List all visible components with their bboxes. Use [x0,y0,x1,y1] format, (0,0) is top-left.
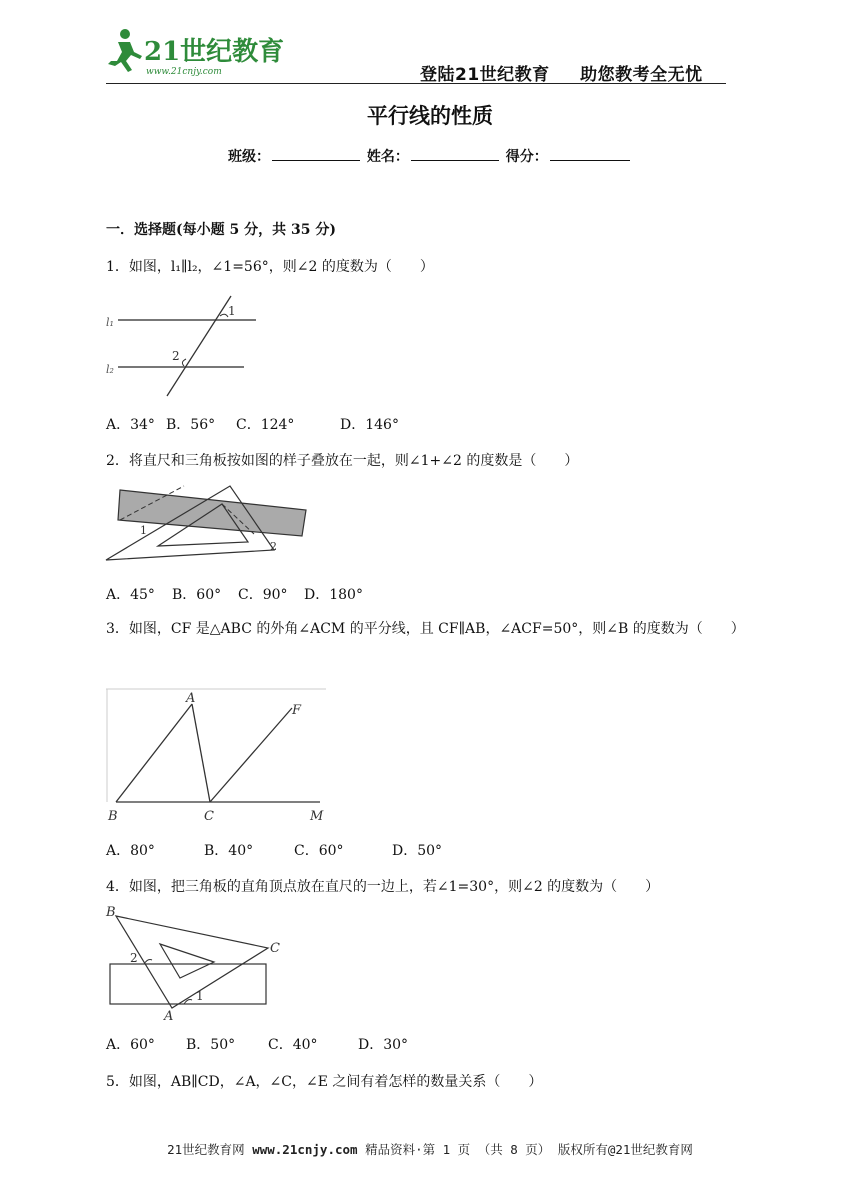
logo-text: 21世纪教育 [144,37,285,67]
q4-option-d[interactable]: D．30° [358,1037,409,1053]
label-a: A [186,691,196,706]
question-4-options [106,1034,408,1054]
q1-option-d[interactable]: D．146° [340,417,399,433]
question-3-text: 3．如图，CF 是△ABC 的外角∠ACM 的平分线，且 CF∥AB，∠ACF=50°，则∠B 的度数为（ ） [106,621,745,637]
q3-option-d[interactable]: D．50° [392,843,443,859]
footer-page-info: 精品资料·第 1 页 （共 8 页） [365,1142,551,1157]
class-label: 班级： [228,149,270,165]
q1-option-a[interactable]: A．34° [106,417,155,433]
label-angle-2: 2 [172,349,180,363]
section-title: 一．选择题(每小题 5 分，共 35 分) [106,222,336,238]
label-l2: l₂ [106,363,114,376]
footer-copyright: 版权所有@21世纪教育网 [557,1142,693,1157]
header-divider [106,83,726,84]
q4-option-b[interactable]: B．50° [186,1037,236,1053]
label-l1: l₁ [106,316,114,329]
q2-option-b[interactable]: B．60° [172,587,222,603]
slogan-right: 助您教考全无忧 [580,65,703,85]
question-2-text: 2．将直尺和三角板按如图的样子叠放在一起，则∠1+∠2 的度数是（ ） [106,453,579,469]
name-blank [411,146,499,161]
q3-option-b[interactable]: B．40° [204,843,254,859]
label-c: C [204,809,214,824]
page-title: 平行线的性质 [367,104,493,128]
question-4-figure [104,904,290,1022]
question-3-figure [106,688,328,824]
label-angle-1: 1 [140,524,147,537]
footer-site-name: 21世纪教育网 [167,1142,245,1157]
label-a: A [164,1009,174,1022]
label-f: F [292,703,302,718]
label-b: B [108,809,118,824]
question-5-text: 5．如图，AB∥CD，∠A，∠C，∠E 之间有着怎样的数量关系（ ） [106,1074,543,1090]
label-m: M [310,809,324,824]
q2-option-d[interactable]: D．180° [304,587,363,603]
q1-option-c[interactable]: C．124° [236,417,295,433]
q3-option-a[interactable]: A．80° [106,843,155,859]
q1-option-b[interactable]: B．56° [166,417,216,433]
score-blank [550,146,630,161]
question-1-text: 1．如图，l₁∥l₂，∠1=56°，则∠2 的度数为（ ） [106,259,434,275]
label-angle-2: 2 [270,540,277,553]
q3-option-c[interactable]: C．60° [294,843,344,859]
question-2-options [106,584,363,604]
q2-option-a[interactable]: A．45° [106,587,155,603]
page-footer [0,1140,860,1158]
slogan-left: 登陆21世纪教育 [420,65,550,85]
footer-site-url[interactable]: www.21cnjy.com [252,1142,358,1157]
runner-logo-icon [108,29,142,72]
question-3-options [106,840,442,860]
question-2-figure [104,484,314,566]
name-label: 姓名： [366,149,409,165]
header-slogan [420,60,703,85]
logo-url: www.21cnjy.com [146,67,222,77]
q4-option-a[interactable]: A．60° [106,1037,155,1053]
question-1-figure [104,294,264,398]
student-info-row [228,146,632,166]
label-c: C [270,941,280,956]
question-4-text: 4．如图，把三角板的直角顶点放在直尺的一边上，若∠1=30°，则∠2 的度数为（ ） [106,879,660,895]
q4-option-c[interactable]: C．40° [268,1037,318,1053]
q2-option-c[interactable]: C．90° [238,587,288,603]
label-angle-1: 1 [228,304,236,318]
label-angle-1: 1 [196,989,204,1003]
score-label: 得分： [505,149,548,165]
label-b: B [106,905,116,920]
label-angle-2: 2 [130,951,138,965]
question-1-options [106,414,399,434]
class-blank [272,146,360,161]
logo [104,26,304,80]
